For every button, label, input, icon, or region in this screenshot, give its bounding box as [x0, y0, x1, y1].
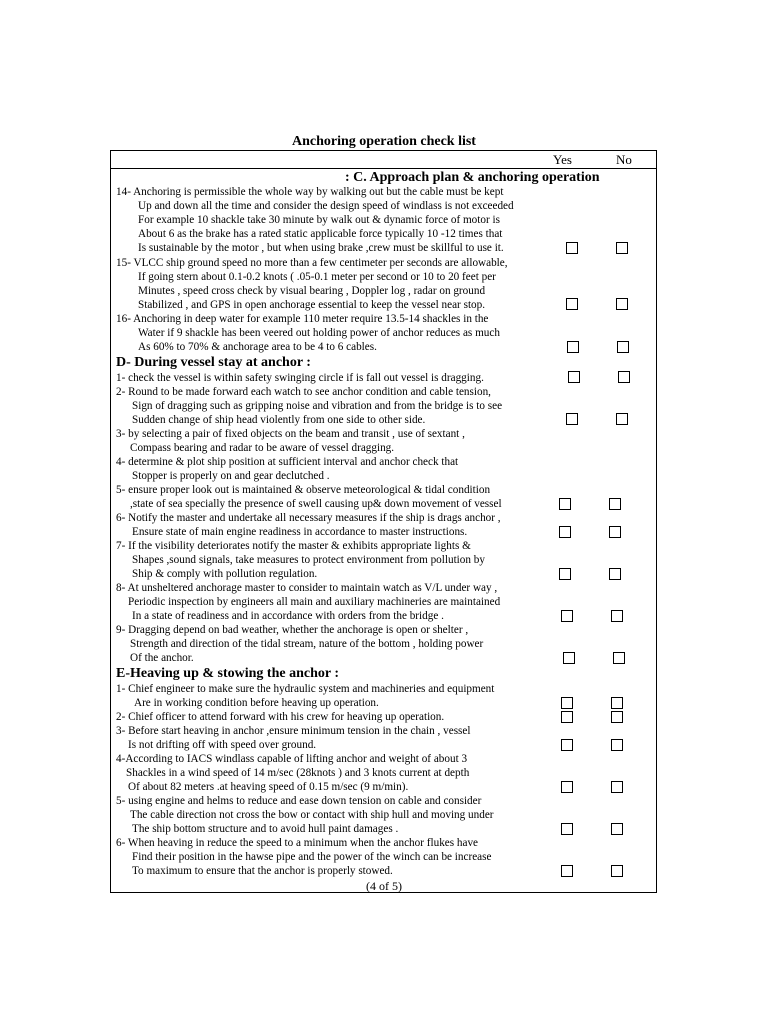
text-line: 6- When heaving in reduce the speed to a minimum when the anchor flukes have: [116, 837, 479, 849]
text-line: 5- ensure proper look out is maintained & observe meteorological & tidal condition: [116, 484, 491, 496]
text-line: Find their position in the hawse pipe and the power of the winch can be increase: [132, 851, 492, 863]
no-checkbox[interactable]: [609, 498, 621, 510]
text-line: Minutes , speed cross check by visual bearing , Doppler log , radar on ground: [138, 285, 486, 297]
yes-checkbox[interactable]: [568, 371, 580, 383]
text-line: 1- check the vessel is within safety swinging circle if is fall out vessel is dragging.: [116, 372, 484, 384]
text-line: 7- If the visibility deteriorates notify the master & exhibits appropriate lights &: [116, 540, 471, 552]
text-line: The ship bottom structure and to avoid hull paint damages .: [132, 823, 399, 835]
yes-checkbox[interactable]: [561, 823, 573, 835]
no-checkbox[interactable]: [618, 371, 630, 383]
no-checkbox[interactable]: [611, 711, 623, 723]
no-checkbox[interactable]: [616, 413, 628, 425]
text-line: Shackles in a wind speed of 14 m/sec (28knots ) and 3 knots current at depth: [126, 767, 470, 779]
yes-checkbox[interactable]: [561, 739, 573, 751]
no-column-header: No: [616, 152, 632, 167]
text-line: 4-According to IACS windlass capable of lifting anchor and weight of about 3: [116, 753, 468, 765]
text-line: 1- Chief engineer to make sure the hydraulic system and machineries and equipment: [116, 683, 495, 695]
no-checkbox[interactable]: [609, 526, 621, 538]
yes-checkbox[interactable]: [561, 697, 573, 709]
no-checkbox[interactable]: [611, 865, 623, 877]
text-line: Is not drifting off with speed over ground.: [128, 739, 317, 751]
text-line: Of about 82 meters .at heaving speed of 0.15 m/sec (9 m/min).: [128, 781, 409, 793]
text-line: 3- Before start heaving in anchor ,ensure minimum tension in the chain , vessel: [116, 725, 471, 737]
text-line: In a state of readiness and in accordance with orders from the bridge .: [132, 610, 444, 622]
text-line: 5- using engine and helms to reduce and ease down tension on cable and consider: [116, 795, 482, 807]
yes-checkbox[interactable]: [561, 610, 573, 622]
text-line: Shapes ,sound signals, take measures to protect environment from pollution by: [132, 554, 485, 566]
text-line: Sign of dragging such as gripping noise and vibration and from the bridge is to see: [132, 400, 503, 412]
yes-column-header: Yes: [553, 152, 572, 167]
text-line: 3- by selecting a pair of fixed objects on the beam and transit , use of sextant ,: [116, 428, 465, 440]
no-checkbox[interactable]: [616, 242, 628, 254]
text-line: 9- Dragging depend on bad weather, whether the anchorage is open or shelter ,: [116, 624, 469, 636]
yes-checkbox[interactable]: [559, 526, 571, 538]
text-line: If going stern about 0.1-0.2 knots ( .05-0.1 meter per second or 10 to 20 feet per: [138, 271, 496, 283]
text-line: 4- determine & plot ship position at sufficient interval and anchor check that: [116, 456, 459, 468]
yes-checkbox[interactable]: [561, 865, 573, 877]
yes-checkbox[interactable]: [563, 652, 575, 664]
section-heading-e: E-Heaving up & stowing the anchor :: [116, 666, 339, 681]
text-line: Ensure state of main engine readiness in accordance to master instructions.: [132, 526, 468, 538]
no-checkbox[interactable]: [611, 697, 623, 709]
no-checkbox[interactable]: [617, 341, 629, 353]
text-line: For example 10 shackle take 30 minute by walk out & dynamic force of motor is: [138, 214, 500, 226]
text-line: Sudden change of ship head violently from one side to other side.: [132, 414, 426, 426]
column-header-row: [111, 151, 656, 169]
text-line: 16- Anchoring in deep water for example 110 meter require 13.5-14 shackles in the: [116, 313, 489, 325]
text-line: Stabilized , and GPS in open anchorage essential to keep the vessel near stop.: [138, 299, 486, 311]
text-line: Are in working condition before heaving up operation.: [134, 697, 379, 709]
yes-checkbox[interactable]: [561, 711, 573, 723]
text-line: Strength and direction of the tidal stream, nature of the bottom , holding power: [130, 638, 484, 650]
text-line: Ship & comply with pollution regulation.: [132, 568, 318, 580]
yes-checkbox[interactable]: [559, 498, 571, 510]
text-line: Of the anchor.: [130, 652, 194, 664]
text-line: 14- Anchoring is permissible the whole way by walking out but the cable must be kept: [116, 186, 504, 198]
text-line: 15- VLCC ship ground speed no more than a few centimeter per seconds are allowable,: [116, 257, 508, 269]
text-line: The cable direction not cross the bow or contact with ship hull and moving under: [130, 809, 494, 821]
text-line: Periodic inspection by engineers all main and auxiliary machineries are maintained: [128, 596, 501, 608]
yes-checkbox[interactable]: [566, 413, 578, 425]
text-line: 2- Round to be made forward each watch to see anchor condition and cable tension,: [116, 386, 491, 398]
text-line: Compass bearing and radar to be aware of vessel dragging.: [130, 442, 395, 454]
page-number: (4 of 5): [366, 879, 402, 893]
text-line: Is sustainable by the motor , but when using brake ,crew must be skillful to use it.: [138, 242, 504, 254]
text-line: About 6 as the brake has a rated static applicable force typically 10 -12 times that: [138, 228, 503, 240]
no-checkbox[interactable]: [609, 568, 621, 580]
no-checkbox[interactable]: [611, 610, 623, 622]
section-heading-d: D- During vessel stay at anchor :: [116, 355, 311, 370]
yes-checkbox[interactable]: [561, 781, 573, 793]
text-line: 8- At unsheltered anchorage master to consider to maintain watch as V/L under way ,: [116, 582, 498, 594]
no-checkbox[interactable]: [611, 739, 623, 751]
text-line: ,state of sea specially the presence of swell causing up& down movement of vessel: [130, 498, 502, 510]
text-line: To maximum to ensure that the anchor is properly stowed.: [132, 865, 393, 877]
text-line: As 60% to 70% & anchorage area to be 4 to 6 cables.: [138, 341, 377, 353]
yes-checkbox[interactable]: [566, 242, 578, 254]
text-line: Up and down all the time and consider the design speed of windlass is not exceeded: [138, 200, 514, 212]
text-line: 2- Chief officer to attend forward with his crew for heaving up operation.: [116, 711, 445, 723]
document-title: Anchoring operation check list: [292, 134, 476, 149]
no-checkbox[interactable]: [613, 652, 625, 664]
yes-checkbox[interactable]: [559, 568, 571, 580]
yes-checkbox[interactable]: [567, 341, 579, 353]
yes-checkbox[interactable]: [566, 298, 578, 310]
text-line: Water if 9 shackle has been veered out holding power of anchor reduces as much: [138, 327, 500, 339]
text-line: Stopper is properly on and gear declutched .: [132, 470, 330, 482]
text-line: 6- Notify the master and undertake all necessary measures if the ship is drags anchor ,: [116, 512, 501, 524]
no-checkbox[interactable]: [616, 298, 628, 310]
no-checkbox[interactable]: [611, 781, 623, 793]
no-checkbox[interactable]: [611, 823, 623, 835]
section-heading-c: : C. Approach plan & anchoring operation: [345, 170, 600, 185]
